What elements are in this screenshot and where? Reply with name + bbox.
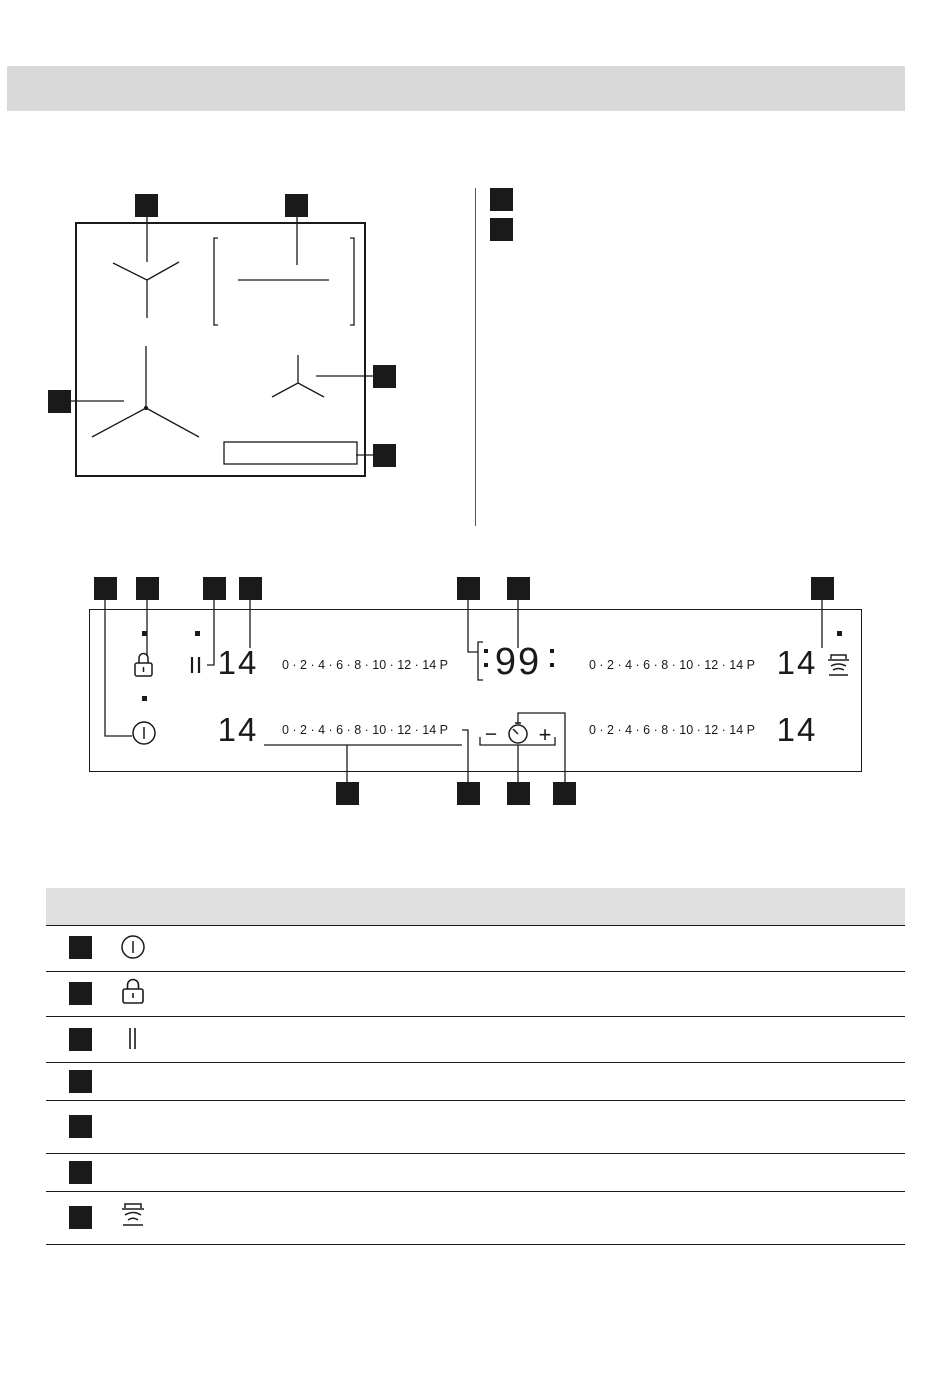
cooktop-zones-diagram bbox=[0, 0, 475, 540]
power-scale-front-right[interactable]: 0 · 2 · 4 · 6 · 8 · 10 · 12 · 14 P bbox=[588, 658, 756, 672]
power-icon bbox=[133, 722, 155, 744]
leader-line bbox=[207, 600, 214, 665]
legend-marker bbox=[490, 218, 513, 241]
indicator-dot bbox=[142, 696, 147, 701]
leader-line bbox=[462, 730, 468, 782]
power-level-display: 14 bbox=[776, 711, 818, 748]
lock-icon bbox=[119, 978, 147, 1006]
power-level-display: 14 bbox=[217, 711, 259, 748]
row-marker bbox=[69, 936, 92, 959]
timer-bracket bbox=[478, 642, 483, 680]
row-divider bbox=[46, 1100, 905, 1101]
cooking-zone-large bbox=[92, 346, 199, 437]
row-divider bbox=[46, 971, 905, 972]
row-divider bbox=[46, 1153, 905, 1154]
legend-marker bbox=[490, 188, 513, 211]
power-scale-front-left[interactable]: 0 · 2 · 4 · 6 · 8 · 10 · 12 · 14 P bbox=[281, 658, 449, 672]
callout-marker bbox=[336, 782, 359, 805]
power-scale-rear-right[interactable]: 0 · 2 · 4 · 6 · 8 · 10 · 12 · 14 P bbox=[588, 723, 756, 737]
row-marker bbox=[69, 1161, 92, 1184]
row-marker bbox=[69, 1206, 92, 1229]
indicator-dot bbox=[195, 631, 200, 636]
timer-plus-button[interactable]: + bbox=[538, 722, 552, 747]
pause-icon bbox=[119, 1025, 147, 1053]
row-divider bbox=[46, 1191, 905, 1192]
power-level-display: 14 bbox=[776, 644, 818, 681]
control-panel-diagram bbox=[0, 560, 950, 810]
timer-display: 99 bbox=[494, 641, 542, 683]
lock-icon bbox=[135, 654, 152, 677]
row-divider bbox=[46, 1244, 905, 1245]
row-divider bbox=[46, 925, 905, 926]
row-marker bbox=[69, 1028, 92, 1051]
timer-minus-button[interactable]: − bbox=[484, 723, 498, 746]
callout-marker bbox=[507, 782, 530, 805]
power-scale-rear-left[interactable]: 0 · 2 · 4 · 6 · 8 · 10 · 12 · 14 P bbox=[281, 723, 449, 737]
power-icon bbox=[119, 933, 147, 961]
leader-line bbox=[105, 600, 132, 736]
indicator-dot bbox=[142, 631, 147, 636]
cooking-zone-front-left-small bbox=[113, 262, 179, 318]
row-marker bbox=[69, 1070, 92, 1093]
pause-icon bbox=[192, 657, 199, 673]
leader-line bbox=[468, 600, 478, 652]
row-marker bbox=[69, 1115, 92, 1138]
timer-icon bbox=[509, 723, 527, 743]
row-marker bbox=[69, 982, 92, 1005]
cooking-zone-flexi bbox=[214, 238, 354, 325]
indicator-dot bbox=[837, 631, 842, 636]
callout-marker bbox=[457, 782, 480, 805]
table-header-row bbox=[46, 888, 905, 926]
row-divider bbox=[46, 1062, 905, 1063]
column-divider bbox=[475, 188, 476, 526]
row-divider bbox=[46, 1016, 905, 1017]
callout-marker bbox=[553, 782, 576, 805]
power-level-display: 14 bbox=[217, 644, 259, 681]
hob2hood-icon bbox=[119, 1201, 147, 1229]
control-panel-area bbox=[224, 442, 357, 464]
hob2hood-icon bbox=[828, 655, 849, 675]
